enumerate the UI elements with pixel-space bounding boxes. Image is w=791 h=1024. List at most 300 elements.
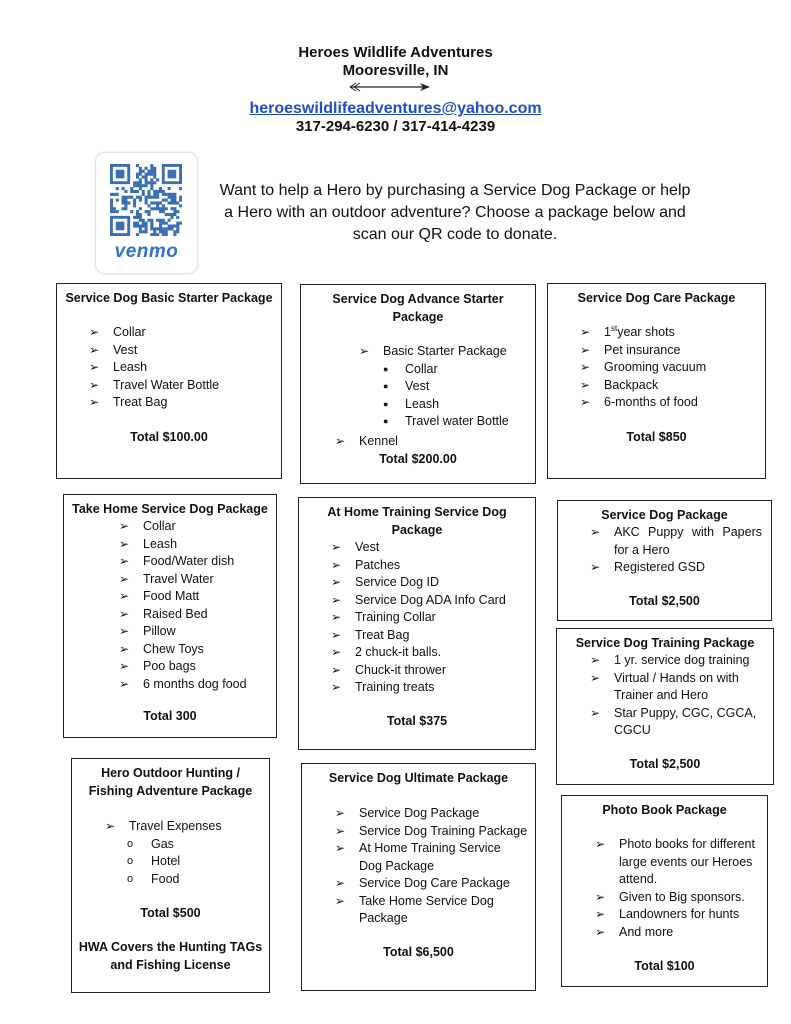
qr-module bbox=[153, 201, 156, 204]
qr-module bbox=[153, 193, 156, 196]
list-item: ➢ Treat Bag bbox=[89, 394, 269, 412]
qr-module bbox=[162, 210, 165, 213]
qr-module bbox=[176, 210, 179, 213]
item-list bbox=[119, 518, 279, 693]
qr-module bbox=[150, 187, 153, 190]
list-item: ➢ Training treats bbox=[331, 679, 531, 697]
qr-module bbox=[113, 210, 116, 213]
qr-module bbox=[136, 184, 139, 187]
qr-module bbox=[179, 204, 182, 207]
qr-module bbox=[139, 187, 142, 190]
qr-module bbox=[150, 178, 153, 181]
list-item: ➢ Landowners for hunts bbox=[595, 906, 767, 924]
qr-module bbox=[165, 222, 168, 225]
qr-module bbox=[173, 193, 176, 196]
qr-module bbox=[159, 219, 162, 222]
qr-module bbox=[150, 227, 153, 230]
qr-module bbox=[110, 201, 113, 204]
qr-module bbox=[153, 227, 156, 230]
package-total: Total $500 bbox=[140, 906, 201, 920]
list-item: ➢ 1styear shots bbox=[580, 324, 760, 342]
qr-module bbox=[150, 164, 153, 167]
note-line: HWA Covers the Hunting TAGs bbox=[78, 940, 263, 954]
list-item: ➢ Vest bbox=[331, 539, 531, 557]
qr-module bbox=[145, 176, 148, 179]
package-title: Service Dog Package bbox=[601, 508, 728, 522]
qr-module bbox=[110, 199, 113, 202]
qr-module bbox=[147, 210, 150, 213]
qr-module bbox=[142, 224, 145, 227]
package-title bbox=[301, 291, 535, 326]
list-item: o Food bbox=[127, 871, 265, 889]
qr-module bbox=[136, 210, 139, 213]
item-list bbox=[331, 539, 531, 697]
qr-module bbox=[113, 193, 116, 196]
list-item: ➢ Basic Starter Package bbox=[359, 343, 537, 361]
list-item: ➢ Raised Bed bbox=[119, 606, 279, 624]
qr-module bbox=[176, 216, 179, 219]
qr-module bbox=[150, 233, 153, 236]
package-service-dog bbox=[557, 500, 772, 621]
qr-module bbox=[150, 173, 153, 176]
qr-module bbox=[116, 199, 119, 202]
list-item: ➢ 6 months dog food bbox=[119, 676, 279, 694]
qr-module bbox=[165, 207, 168, 210]
qr-module bbox=[173, 199, 176, 202]
package-basic-starter bbox=[56, 283, 282, 479]
qr-module bbox=[159, 224, 162, 227]
qr-module bbox=[116, 210, 119, 213]
qr-module bbox=[139, 230, 142, 233]
qr-module bbox=[150, 207, 153, 210]
qr-module bbox=[139, 227, 142, 230]
qr-module bbox=[145, 227, 148, 230]
qr-module bbox=[176, 201, 179, 204]
qr-module bbox=[162, 204, 165, 207]
qr-module bbox=[159, 230, 162, 233]
package-title bbox=[72, 765, 269, 800]
list-item: ➢ Food/Water dish bbox=[119, 553, 279, 571]
qr-module bbox=[173, 233, 176, 236]
qr-module bbox=[168, 201, 171, 204]
package-advance-starter bbox=[300, 284, 536, 484]
list-item: ➢ At Home Training Service Dog Package bbox=[335, 840, 535, 875]
qr-module bbox=[122, 207, 125, 210]
list-item: ➢ Given to Big sponsors. bbox=[595, 889, 767, 907]
qr-module bbox=[162, 190, 165, 193]
list-item: ➢ Service Dog Care Package bbox=[335, 875, 535, 893]
list-item: ➢ Service Dog Package bbox=[335, 805, 535, 823]
qr-module bbox=[147, 213, 150, 216]
qr-module bbox=[165, 230, 168, 233]
qr-module bbox=[159, 190, 162, 193]
list-item: ● Leash bbox=[381, 396, 537, 414]
title-line: Fishing Adventure Package bbox=[88, 783, 253, 798]
package-photo-book bbox=[561, 795, 768, 987]
qr-module bbox=[168, 193, 171, 196]
qr-module bbox=[122, 187, 125, 190]
qr-module bbox=[170, 213, 173, 216]
phone-numbers: 317-294-6230 / 317-414-4239 bbox=[295, 118, 496, 135]
qr-module bbox=[110, 193, 113, 196]
qr-module bbox=[139, 224, 142, 227]
qr-module bbox=[179, 187, 182, 190]
qr-module bbox=[170, 193, 173, 196]
qr-module bbox=[136, 224, 139, 227]
qr-module bbox=[159, 201, 162, 204]
qr-module bbox=[159, 227, 162, 230]
title-line: Package bbox=[391, 522, 443, 537]
package-title: Take Home Service Dog Package bbox=[72, 502, 268, 516]
qr-module bbox=[116, 187, 119, 190]
qr-module bbox=[168, 219, 171, 222]
list-item: ➢ Food Matt bbox=[119, 588, 279, 606]
qr-module bbox=[156, 193, 159, 196]
qr-module bbox=[153, 190, 156, 193]
qr-module bbox=[130, 210, 133, 213]
qr-module bbox=[179, 196, 182, 199]
qr-module bbox=[162, 230, 165, 233]
qr-module bbox=[173, 207, 176, 210]
package-total: Total $2,500 bbox=[629, 594, 700, 608]
qr-module bbox=[130, 196, 133, 199]
qr-module bbox=[127, 196, 130, 199]
qr-module bbox=[139, 184, 142, 187]
title-line: At Home Training Service Dog bbox=[327, 505, 507, 519]
qr-module bbox=[142, 230, 145, 233]
list-item: ➢ Vest bbox=[89, 342, 269, 360]
qr-module bbox=[142, 193, 145, 196]
list-item: ➢ Take Home Service Dog Package bbox=[335, 893, 535, 928]
venmo-qr-card[interactable] bbox=[95, 152, 198, 274]
qr-module bbox=[168, 224, 171, 227]
list-item: ➢ Collar bbox=[119, 518, 279, 536]
qr-module bbox=[176, 230, 179, 233]
package-take-home bbox=[63, 494, 277, 738]
qr-module bbox=[145, 199, 148, 202]
list-item: o Hotel bbox=[127, 853, 265, 871]
qr-module bbox=[142, 170, 145, 173]
qr-module bbox=[116, 222, 125, 231]
item-list bbox=[89, 324, 269, 412]
title-line: Service Dog Advance Starter bbox=[332, 292, 504, 306]
qr-module bbox=[150, 184, 153, 187]
qr-module bbox=[122, 196, 125, 199]
qr-module bbox=[156, 204, 159, 207]
qr-module bbox=[170, 224, 173, 227]
package-outdoor-adventure bbox=[71, 758, 270, 993]
list-item: ➢ Kennel bbox=[335, 433, 515, 451]
qr-module bbox=[139, 178, 142, 181]
qr-module bbox=[173, 201, 176, 204]
qr-module bbox=[156, 219, 159, 222]
package-total: Total $200.00 bbox=[379, 452, 457, 466]
qr-module bbox=[133, 199, 136, 202]
qr-module bbox=[136, 196, 139, 199]
title-line: Package bbox=[392, 309, 444, 324]
qr-module bbox=[139, 207, 142, 210]
package-note bbox=[72, 939, 269, 974]
qr-module bbox=[116, 170, 125, 179]
qr-module bbox=[156, 207, 159, 210]
list-item: ➢ Collar bbox=[89, 324, 269, 342]
qr-module bbox=[153, 170, 156, 173]
qr-module bbox=[136, 164, 139, 167]
list-item: ➢ Photo books for different large events our Heroes attend. bbox=[595, 836, 767, 889]
qr-module bbox=[159, 187, 162, 190]
list-item: ➢ Service Dog Training Package bbox=[335, 823, 535, 841]
right-arrow-icon bbox=[348, 82, 430, 92]
package-total: Total 300 bbox=[143, 709, 197, 723]
list-item: ➢ Grooming vacuum bbox=[580, 359, 760, 377]
qr-module bbox=[136, 213, 139, 216]
qr-module bbox=[173, 196, 176, 199]
qr-module bbox=[116, 193, 119, 196]
qr-module bbox=[156, 178, 159, 181]
qr-module bbox=[147, 170, 150, 173]
qr-module bbox=[153, 176, 156, 179]
qr-module bbox=[150, 181, 153, 184]
qr-module bbox=[145, 167, 148, 170]
qr-module bbox=[124, 190, 127, 193]
list-item: ➢ 2 chuck-it balls. bbox=[331, 644, 531, 662]
qr-module bbox=[133, 216, 136, 219]
qr-module bbox=[130, 187, 133, 190]
qr-module bbox=[162, 193, 165, 196]
package-title: Service Dog Basic Starter Package bbox=[65, 291, 273, 305]
qr-module bbox=[162, 233, 165, 236]
qr-module bbox=[113, 207, 116, 210]
package-title: Photo Book Package bbox=[602, 803, 727, 817]
qr-module bbox=[162, 207, 165, 210]
list-item: ➢ Pet insurance bbox=[580, 342, 760, 360]
package-title bbox=[299, 504, 535, 539]
qr-module bbox=[124, 204, 127, 207]
item-list bbox=[580, 324, 760, 412]
list-item: ➢ 6-months of food bbox=[580, 394, 760, 412]
package-title: Service Dog Ultimate Package bbox=[328, 771, 509, 785]
qr-module bbox=[165, 199, 168, 202]
qr-module bbox=[176, 227, 179, 230]
qr-module bbox=[133, 222, 136, 225]
qr-code-icon bbox=[110, 164, 182, 236]
qr-module bbox=[122, 199, 125, 202]
item-list bbox=[335, 805, 535, 928]
qr-module bbox=[145, 196, 148, 199]
qr-module bbox=[147, 173, 150, 176]
package-total: Total $100 bbox=[634, 959, 695, 973]
qr-module bbox=[165, 227, 168, 230]
qr-module bbox=[139, 167, 142, 170]
qr-module bbox=[153, 173, 156, 176]
qr-module bbox=[142, 190, 145, 193]
item-list bbox=[335, 433, 515, 451]
list-item: ➢ Service Dog ID bbox=[331, 574, 531, 592]
qr-module bbox=[165, 213, 168, 216]
list-item: ➢ Pillow bbox=[119, 623, 279, 641]
qr-module bbox=[156, 190, 159, 193]
qr-module bbox=[170, 199, 173, 202]
qr-module bbox=[170, 201, 173, 204]
qr-module bbox=[153, 167, 156, 170]
qr-module bbox=[170, 227, 173, 230]
list-item: ➢ Travel Water bbox=[119, 571, 279, 589]
list-item: ● Vest bbox=[381, 378, 537, 396]
qr-module bbox=[124, 207, 127, 210]
qr-module bbox=[133, 201, 136, 204]
qr-module bbox=[170, 207, 173, 210]
item-list bbox=[359, 343, 537, 431]
qr-module bbox=[124, 196, 127, 199]
qr-module bbox=[147, 190, 150, 193]
qr-module bbox=[147, 204, 150, 207]
qr-module bbox=[168, 187, 171, 190]
qr-module bbox=[133, 190, 136, 193]
qr-module bbox=[150, 224, 153, 227]
qr-module bbox=[136, 233, 139, 236]
qr-module bbox=[136, 173, 139, 176]
organization-location: Mooresville, IN bbox=[342, 62, 449, 79]
qr-module bbox=[150, 219, 153, 222]
qr-module bbox=[142, 219, 145, 222]
qr-module bbox=[165, 233, 168, 236]
item-list bbox=[105, 818, 265, 888]
qr-module bbox=[173, 224, 176, 227]
qr-module bbox=[139, 170, 142, 173]
venmo-logo: venmo bbox=[114, 241, 179, 262]
qr-module bbox=[124, 199, 127, 202]
qr-module bbox=[159, 207, 162, 210]
qr-module bbox=[142, 184, 145, 187]
qr-module bbox=[159, 210, 162, 213]
qr-module bbox=[153, 207, 156, 210]
qr-module bbox=[110, 204, 113, 207]
qr-module bbox=[139, 196, 142, 199]
qr-module bbox=[156, 201, 159, 204]
qr-module bbox=[179, 222, 182, 225]
qr-module bbox=[153, 196, 156, 199]
list-item: ➢ Service Dog ADA Info Card bbox=[331, 592, 531, 610]
qr-module bbox=[168, 213, 171, 216]
qr-module bbox=[147, 219, 150, 222]
qr-module bbox=[162, 222, 165, 225]
package-training bbox=[556, 628, 774, 785]
package-total: Total $6,500 bbox=[383, 945, 454, 959]
package-at-home-training bbox=[298, 497, 536, 750]
qr-module bbox=[145, 201, 148, 204]
qr-module bbox=[142, 176, 145, 179]
qr-module bbox=[145, 222, 148, 225]
qr-module bbox=[156, 227, 159, 230]
list-item: ● Collar bbox=[381, 361, 537, 379]
package-total: Total $100.00 bbox=[130, 430, 208, 444]
qr-module bbox=[162, 227, 165, 230]
email-link[interactable]: heroeswildlifeadventures@yahoo.com bbox=[249, 100, 542, 117]
qr-module bbox=[139, 219, 142, 222]
qr-module bbox=[165, 193, 168, 196]
intro-text bbox=[210, 180, 700, 246]
qr-module bbox=[147, 196, 150, 199]
qr-module bbox=[168, 170, 177, 179]
list-item: ➢ Leash bbox=[89, 359, 269, 377]
qr-module bbox=[176, 224, 179, 227]
package-total: Total $375 bbox=[386, 714, 448, 728]
qr-module bbox=[150, 196, 153, 199]
list-item: ➢ Leash bbox=[119, 536, 279, 554]
qr-module bbox=[145, 173, 148, 176]
qr-module bbox=[124, 201, 127, 204]
qr-module bbox=[139, 199, 142, 202]
item-list bbox=[595, 836, 767, 941]
qr-module bbox=[150, 201, 153, 204]
intro-line: scan our QR code to donate. bbox=[352, 226, 558, 243]
qr-module bbox=[156, 233, 159, 236]
qr-module bbox=[139, 213, 142, 216]
list-item: ➢ Chuck-it thrower bbox=[331, 662, 531, 680]
intro-line: Want to help a Hero by purchasing a Service Dog Package or help bbox=[219, 182, 691, 199]
qr-module bbox=[170, 216, 173, 219]
qr-module bbox=[145, 224, 148, 227]
list-item: ➢ 1 yr. service dog training bbox=[590, 652, 770, 670]
qr-module bbox=[147, 193, 150, 196]
package-total: Total $850 bbox=[626, 430, 687, 444]
qr-module bbox=[145, 184, 148, 187]
list-item: ➢ Virtual / Hands on with Trainer and Hero bbox=[590, 670, 770, 705]
package-title: Service Dog Care Package bbox=[577, 291, 736, 305]
package-title: Service Dog Training Package bbox=[575, 636, 755, 650]
qr-module bbox=[150, 222, 153, 225]
list-item: ➢ Patches bbox=[331, 557, 531, 575]
qr-module bbox=[136, 176, 139, 179]
qr-module bbox=[133, 181, 136, 184]
title-line: Hero Outdoor Hunting / bbox=[101, 766, 240, 780]
qr-module bbox=[162, 199, 165, 202]
qr-module bbox=[130, 190, 133, 193]
qr-module bbox=[153, 233, 156, 236]
qr-module bbox=[150, 167, 153, 170]
qr-module bbox=[153, 181, 156, 184]
qr-module bbox=[122, 201, 125, 204]
qr-module bbox=[145, 178, 148, 181]
qr-module bbox=[139, 181, 142, 184]
qr-module bbox=[173, 210, 176, 213]
qr-module bbox=[139, 173, 142, 176]
qr-module bbox=[168, 196, 171, 199]
qr-module bbox=[133, 204, 136, 207]
qr-module bbox=[142, 222, 145, 225]
list-item: ➢ Training Collar bbox=[331, 609, 531, 627]
list-item: ➢ AKC Puppy with Papers for a Hero bbox=[590, 524, 762, 559]
qr-module bbox=[176, 222, 179, 225]
qr-module bbox=[170, 196, 173, 199]
qr-module bbox=[136, 181, 139, 184]
list-item: ➢ Treat Bag bbox=[331, 627, 531, 645]
item-list bbox=[590, 524, 762, 577]
qr-module bbox=[179, 199, 182, 202]
qr-module bbox=[136, 222, 139, 225]
qr-module bbox=[168, 227, 171, 230]
qr-module bbox=[156, 196, 159, 199]
qr-module bbox=[173, 230, 176, 233]
list-item: ● Travel water Bottle bbox=[381, 413, 537, 431]
note-line: and Fishing License bbox=[110, 957, 231, 972]
qr-module bbox=[133, 224, 136, 227]
list-item: ➢ Chew Toys bbox=[119, 641, 279, 659]
qr-module bbox=[147, 181, 150, 184]
qr-module bbox=[145, 230, 148, 233]
qr-module bbox=[139, 216, 142, 219]
list-item: o Gas bbox=[127, 836, 265, 854]
